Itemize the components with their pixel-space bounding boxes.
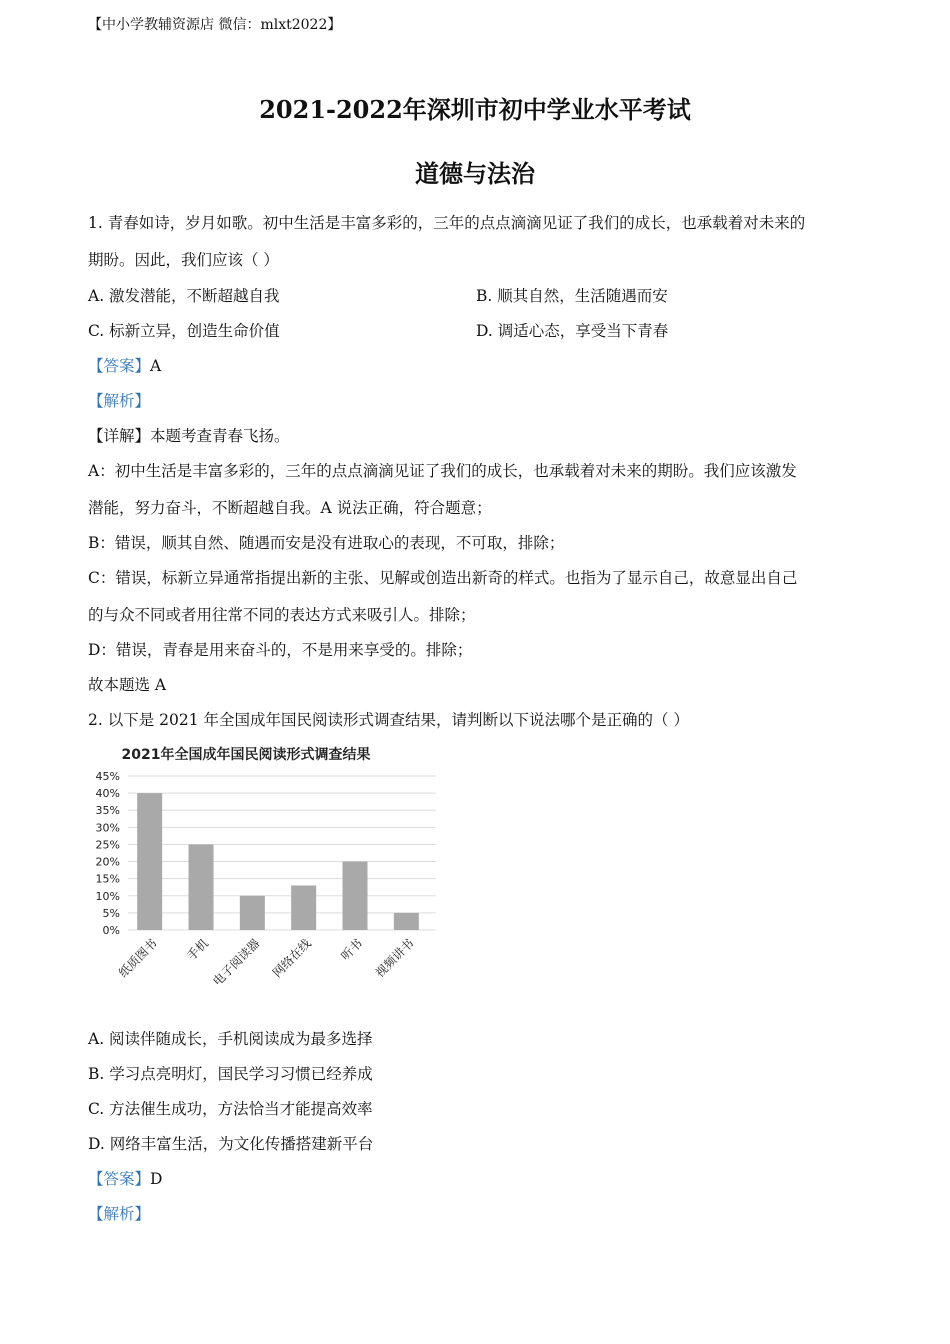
x-tick-label: 视频讲书 [372, 936, 417, 981]
q2-option-b: B. 学习点亮明灯，国民学习习惯已经养成 [88, 1065, 373, 1083]
q1-a-line1: A：初中生活是丰富多彩的，三年的点点滴滴见证了我们的成长，也承载着对未来的期盼。我们应该激发 [88, 462, 797, 480]
q2-answer [88, 1167, 162, 1189]
bar [291, 886, 316, 930]
bar [343, 862, 368, 930]
y-tick-label: 20% [95, 855, 120, 869]
x-tick-label: 纸质图书 [115, 936, 160, 981]
x-tick-label: 听书 [338, 936, 366, 964]
chart-x-ticks [115, 936, 416, 989]
y-tick-label: 30% [95, 821, 120, 835]
q1-c-line2: 的与众不同或者用往常不同的表达方式来吸引人。排除； [88, 606, 476, 624]
q1-b-line: B：错误，顺其自然、随遇而安是没有进取心的表现，不可取，排除； [88, 534, 565, 552]
y-tick-label: 35% [95, 804, 120, 818]
answer-tag: 【答案】 [88, 357, 151, 375]
q1-stem-line1: 1. 青春如诗，岁月如歌。初中生活是丰富多彩的，三年的点点滴滴见证了我们的成长，也承载着对未来的 [88, 214, 806, 232]
x-tick-label: 手机 [184, 936, 212, 964]
q1-option-a: A. 激发潜能，不断超越自我 [88, 287, 280, 305]
bar [394, 913, 419, 930]
y-tick-label: 40% [95, 787, 120, 801]
subject-title: 道德与法治 [415, 159, 535, 188]
y-tick-label: 0% [102, 924, 120, 937]
answer-value: D [150, 1170, 163, 1188]
exam-title: 2021-2022年深圳市初中学业水平考试 [259, 95, 691, 124]
y-tick-label: 15% [95, 872, 120, 886]
answer-value: A [150, 357, 162, 375]
q1-analysis-tag: 【解析】 [88, 392, 151, 410]
q1-option-c: C. 标新立异，创造生命价值 [88, 322, 280, 340]
q2-option-c: C. 方法催生成功，方法恰当才能提高效率 [88, 1100, 373, 1118]
x-tick-label: 网络在线 [269, 936, 314, 981]
q1-d-line: D：错误，青春是用来奋斗的，不是用来享受的。排除； [88, 641, 473, 659]
q2-stem: 2. 以下是 2021 年全国成年国民阅读形式调查结果，请判断以下说法哪个是正确的（ ） [88, 711, 689, 729]
chart-y-ticks [96, 770, 120, 937]
y-tick-label: 10% [95, 889, 120, 903]
x-tick-label: 电子阅读器 [210, 936, 263, 989]
header-note: 【中小学教辅资源店 微信：mlxt2022】 [88, 17, 342, 33]
q1-c-line1: C：错误，标新立异通常指提出新的主张、见解或创造出新奇的样式。也指为了显示自己，故意显出自己 [88, 569, 798, 587]
q2-option-a: A. 阅读伴随成长，手机阅读成为最多选择 [88, 1030, 373, 1048]
y-tick-label: 45% [95, 770, 120, 783]
q1-option-b: B. 顺其自然，生活随遇而安 [476, 287, 668, 305]
bar [240, 896, 265, 930]
q2-analysis-tag: 【解析】 [88, 1205, 151, 1223]
bar [137, 793, 162, 930]
y-tick-label: 25% [95, 838, 120, 852]
q1-detail: 【详解】本题考查青春飞扬。 [88, 427, 290, 445]
q2-option-d: D. 网络丰富生活，为文化传播搭建新平台 [88, 1135, 374, 1153]
bar [189, 844, 214, 930]
q1-answer [88, 354, 161, 376]
chart-title: 2021年全国成年国民阅读形式调查结果 [121, 747, 371, 763]
chart-grid [128, 776, 436, 930]
q1-conclusion: 故本题选 A [88, 676, 167, 694]
y-tick-label: 5% [102, 906, 120, 920]
q1-option-d: D. 调适心态，享受当下青春 [476, 322, 669, 340]
reading-survey-bar-chart [88, 738, 448, 1008]
q1-a-line2: 潜能，努力奋斗，不断超越自我。A 说法正确，符合题意； [88, 499, 492, 517]
answer-tag: 【答案】 [88, 1170, 151, 1188]
q1-stem-line2: 期盼。因此，我们应该（ ） [88, 251, 279, 269]
